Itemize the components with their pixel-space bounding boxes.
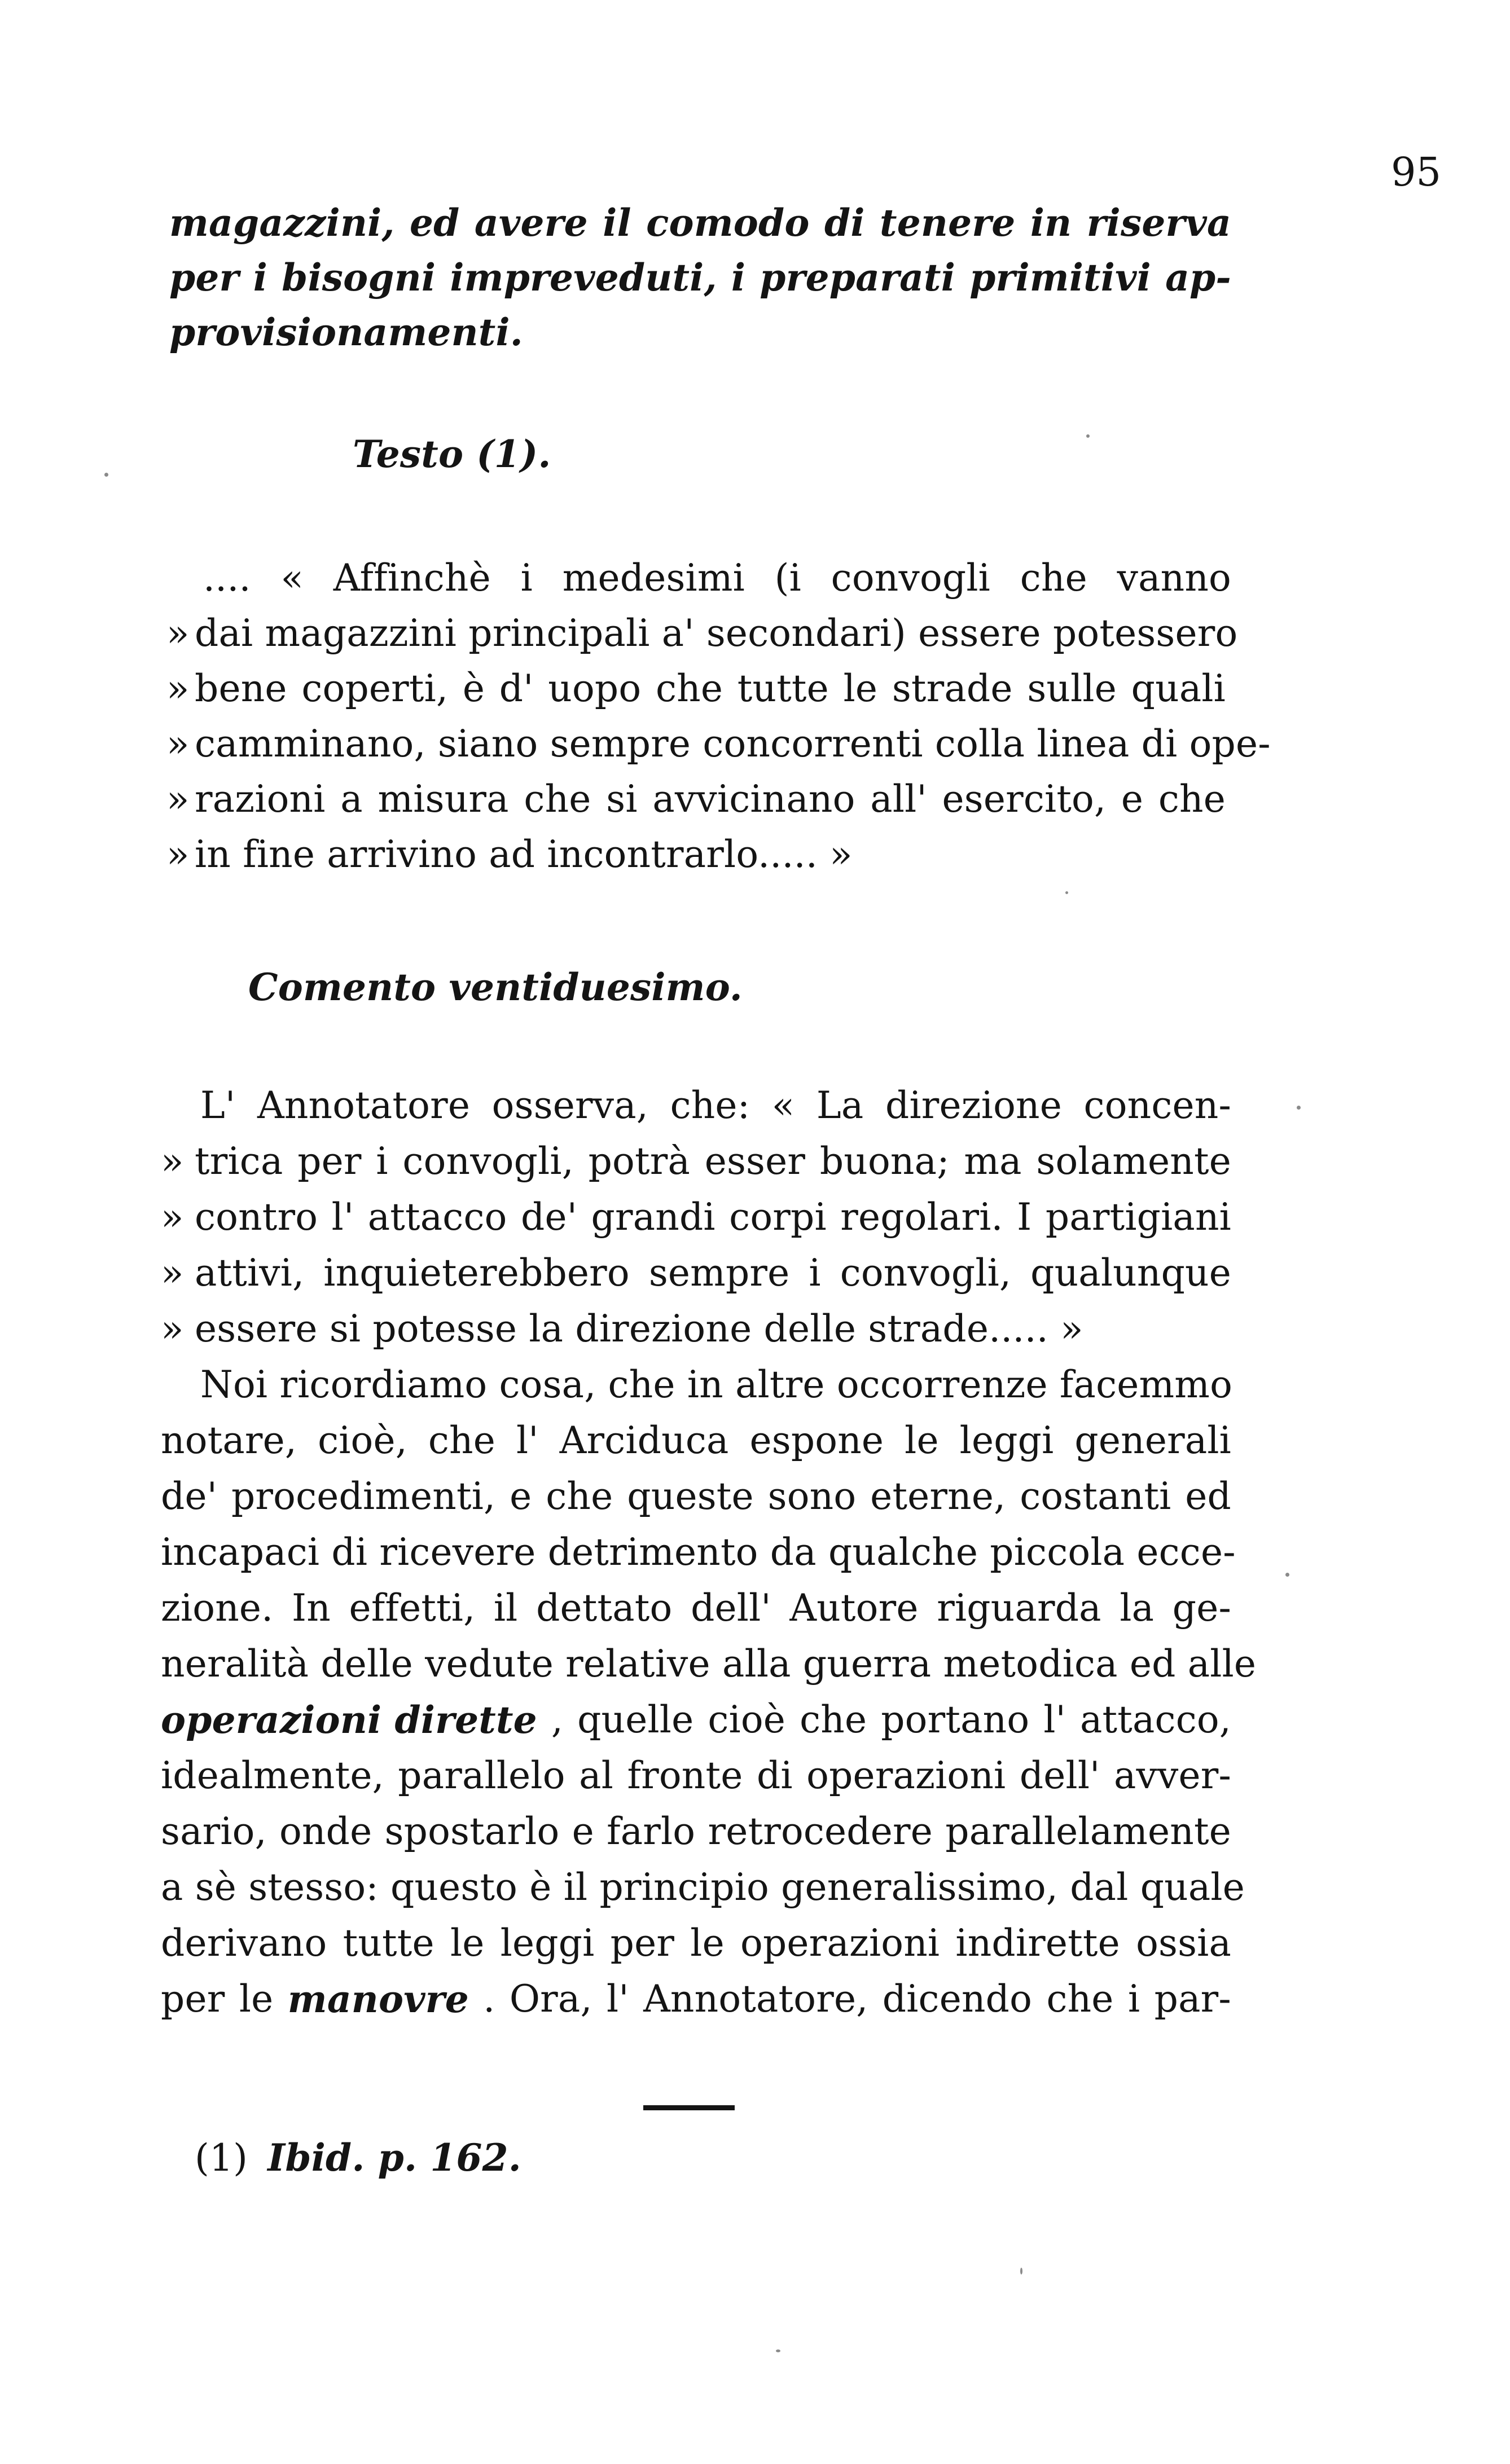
scan-speck [1086,434,1090,438]
footnote [195,2135,521,2181]
body-line: neralità delle vedute relative alla guerra metodica ed alle [161,1642,1257,1686]
quote-line-text: in fine arrivino ad incontrarlo..... » [195,833,853,876]
footnote-separator [643,2105,735,2110]
body-line [161,1251,1231,1296]
scan-speck [1285,1573,1289,1577]
body-line: L' Annotatore osserva, che: « La direzione concen- [200,1084,1231,1127]
intro-line: per i bisogni impreveduti, i preparati primitivi ap- [169,256,1231,300]
body-line: de' procedimenti, e che queste sono eterne, costanti ed [161,1475,1231,1518]
quote-line: .... « Affinchè i medesimi (i convogli che vanno [203,556,1231,600]
footnote-text: Ibid. p. 162. [267,2136,521,2180]
body-margin-mark: » [161,1307,184,1350]
body-line-text: trica per i convogli, potrà esser buona; ma solamente [195,1139,1231,1183]
quote-margin-mark: » [166,667,190,710]
scan-speck [1065,891,1068,894]
body-line: a sè stesso: questo è il principio generalissimo, dal quale [161,1865,1245,1909]
body-line: Noi ricordiamo cosa, che in altre occorrenze facemmo [200,1363,1233,1406]
body-line: operazioni dirette , quelle cioè che portano l' attacco, [161,1698,1231,1742]
body-line: sario, onde spostarlo e farlo retrocedere parallelamente [161,1810,1231,1853]
body-line [161,1306,1083,1352]
quote-line [166,832,853,877]
body-line: incapaci di ricevere detrimento da qualche piccola ecce- [161,1530,1236,1574]
quote-line-text: camminano, siano sempre concorrenti colla linea di ope- [195,722,1271,765]
quote-line [166,777,1231,822]
body-margin-mark: » [161,1251,184,1295]
body-line-text: attivi, inquieterebbero sempre i convogli, qualunque [195,1251,1231,1295]
body-line [161,1195,1231,1240]
scan-speck [1297,1106,1301,1110]
scan-speck [1020,2268,1022,2274]
page-number: 95 [1391,149,1442,195]
quote-margin-mark: » [166,722,190,765]
body-line: derivano tutte le leggi per le operazioni indirette ossia [161,1921,1231,1965]
body-line: idealmente, parallelo al fronte di operazioni dell' avver- [161,1754,1231,1797]
body-margin-mark: » [161,1195,184,1239]
quote-line [166,611,1238,656]
quote-line-text: razioni a misura che si avvicinano all' esercito, e che [195,777,1226,821]
footnote-marker: (1) [195,2136,248,2180]
testo-heading [353,432,551,477]
quote-margin-mark: » [166,833,190,876]
italic-word-manovre: manovre [287,1977,469,2021]
quote-margin-mark: » [166,777,190,821]
quote-line-text: dai magazzini principali a' secondari) essere potessero [195,611,1238,655]
italic-phrase-operazioni-dirette: operazioni dirette [161,1698,537,1742]
testo-heading-text: Testo (1). [353,432,551,476]
body-line [161,1139,1231,1184]
intro-line: provisionamenti. [169,310,523,354]
quote-line [166,666,1231,711]
comento-heading: Comento ventiduesimo. [248,965,743,1009]
body-line: zione. In effetti, il dettato dell' Autore riguarda la ge- [161,1586,1231,1630]
body-line-text: essere si potesse la direzione delle strade..... » [195,1307,1083,1350]
quote-line-text: bene coperti, è d' uopo che tutte le strade sulle quali [195,667,1226,710]
body-line: per le manovre . Ora, l' Annotatore, dicendo che i par- [161,1977,1231,2021]
scan-speck [776,2349,780,2352]
scan-speck [104,473,108,477]
intro-line: magazzini, ed avere il comodo di tenere in riserva [169,201,1231,245]
body-line-text: contro l' attacco de' grandi corpi regolari. I partigiani [195,1195,1231,1239]
body-margin-mark: » [161,1139,184,1183]
quote-margin-mark: » [166,611,190,655]
body-line: notare, cioè, che l' Arciduca espone le leggi generali [161,1419,1231,1462]
quote-line [166,721,1271,767]
